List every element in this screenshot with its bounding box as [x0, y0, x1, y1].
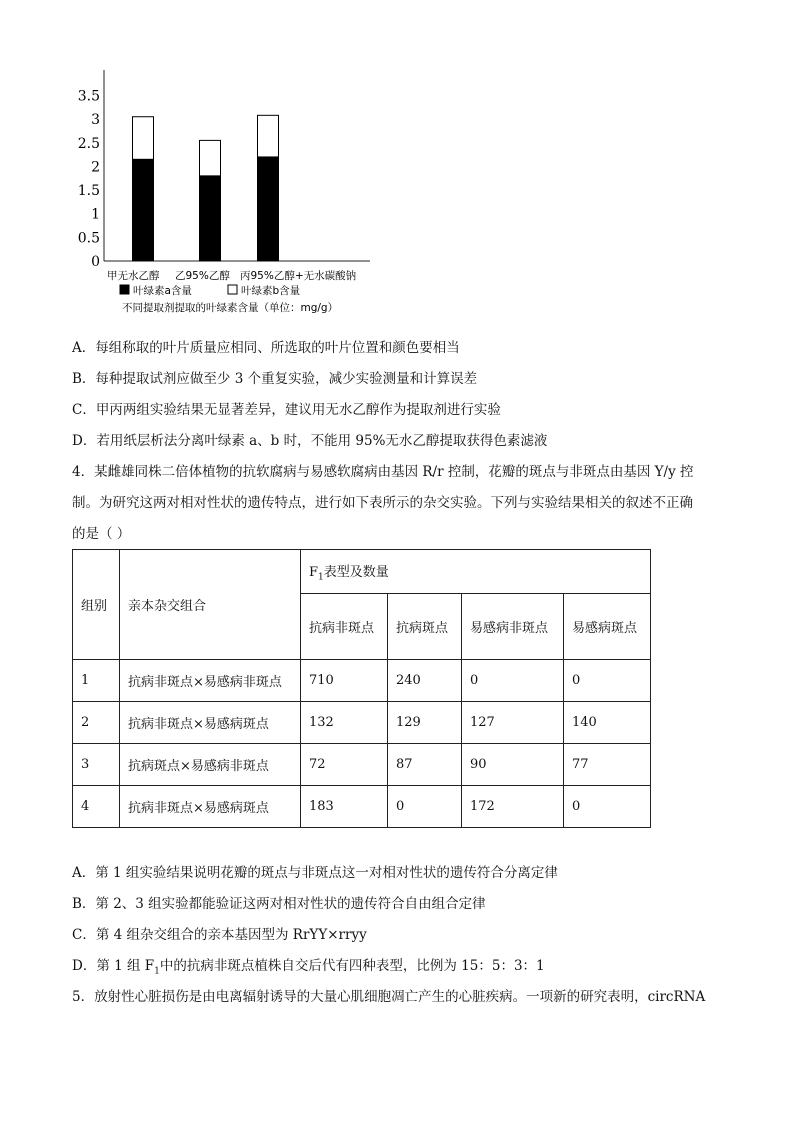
chlorophyll-bar-chart: [70, 60, 390, 320]
x-category-label: 甲无水乙醇: [107, 270, 160, 282]
q3-option-a: A．每组称取的叶片质量应相同、所选取的叶片位置和颜色要相当: [72, 340, 460, 356]
cell-count: 0: [564, 660, 651, 702]
cell-count: 72: [301, 744, 388, 786]
y-tick-label: 3: [91, 112, 100, 129]
y-tick-label: 2: [91, 159, 100, 176]
bar-chlorophyll-a: [258, 157, 279, 261]
q4-option-d: D．第 1 组 $F_1$中的抗病非斑点植株自交后代有四种表型，比例为 15：5：3：1: [72, 958, 545, 977]
q4-stem-line-3: 的是（ ）: [72, 526, 131, 542]
cell-count: 710: [301, 660, 388, 702]
q4-option-c: C．第 4 组杂交组合的亲本基因型为 RrYY×rryy: [72, 927, 367, 943]
q3-option-b: B．每种提取试剂应做至少 3 个重复实验，减少实验测量和计算误差: [72, 371, 478, 387]
chart-caption: 不同提取剂提取的叶绿素含量（单位：mg/g）: [122, 302, 339, 314]
cell-group: 3: [73, 744, 120, 786]
cell-count: 87: [388, 744, 462, 786]
cell-count: 0: [388, 786, 462, 828]
bar-chlorophyll-b: [258, 115, 279, 157]
cell-cross: 抗病非斑点×易感病非斑点: [120, 660, 301, 702]
cell-count: 240: [388, 660, 462, 702]
bar-chlorophyll-b: [133, 117, 154, 160]
header-phenotype-2: 抗病斑点: [388, 594, 462, 660]
q4-option-b: B．第 2、3 组实验都能验证这两对相对性状的遗传符合自由组合定律: [72, 896, 486, 912]
q4-stem-line-2: 制。为研究这两对相对性状的遗传特点，进行如下表所示的杂交实验。下列与实验结果相关的叙述不正确: [72, 495, 693, 511]
q3-option-d: D．若用纸层析法分离叶绿素 a、b 时，不能用 95%无水乙醇提取获得色素滤液: [72, 433, 548, 449]
cell-count: 0: [462, 660, 564, 702]
y-tick-label: 2.5: [77, 135, 100, 152]
y-tick-labels: [78, 88, 100, 270]
chart-bars: [133, 115, 279, 261]
cell-group: 2: [73, 702, 120, 744]
y-tick-label: 1: [91, 206, 100, 223]
table-row: [73, 744, 651, 786]
q4-stem-line-1: 4．某雌雄同株二倍体植物的抗软腐病与易感软腐病由基因 R/r 控制，花瓣的斑点与非斑点由基因 Y/y 控: [72, 464, 694, 480]
bar-chlorophyll-b: [200, 140, 221, 175]
table-row: [73, 786, 651, 828]
header-group: 组别: [73, 550, 120, 660]
legend-label: 叶绿素b含量: [241, 285, 301, 297]
legend-swatch: [120, 285, 129, 294]
cell-count: 172: [462, 786, 564, 828]
bar-chlorophyll-a: [200, 176, 221, 261]
table-row: [73, 660, 651, 702]
x-category-labels: [107, 269, 357, 282]
q5-stem-line-1: 5．放射性心脏损伤是由电离辐射诱导的大量心肌细胞凋亡产生的心脏疾病。一项新的研究表明，circRNA: [72, 989, 706, 1005]
y-tick-label: 0.5: [77, 230, 100, 247]
y-tick-label: 0: [91, 254, 100, 270]
chart-legend: [120, 284, 300, 297]
cell-cross: 抗病斑点×易感病非斑点: [120, 744, 301, 786]
bar-chlorophyll-a: [133, 159, 154, 261]
q4-option-a: A．第 1 组实验结果说明花瓣的斑点与非斑点这一对相对性状的遗传符合分离定律: [72, 865, 558, 881]
q3-option-c: C．甲丙两组实验结果无显著差异，建议用无水乙醇作为提取剂进行实验: [72, 402, 501, 418]
y-tick-label: 1.5: [77, 183, 100, 200]
cell-group: 4: [73, 786, 120, 828]
legend-label: 叶绿素a含量: [133, 285, 192, 297]
x-category-label: 丙95%乙醇+无水碳酸钠: [240, 270, 357, 282]
cell-group: 1: [73, 660, 120, 702]
header-cross: 亲本杂交组合: [120, 550, 301, 660]
cell-cross: 抗病非斑点×易感病斑点: [120, 786, 301, 828]
cell-cross: 抗病非斑点×易感病斑点: [120, 702, 301, 744]
header-f1: $F_1$表型及数量: [301, 550, 651, 594]
header-phenotype-4: 易感病斑点: [564, 594, 651, 660]
cell-count: 140: [564, 702, 651, 744]
cell-count: 90: [462, 744, 564, 786]
cell-count: 127: [462, 702, 564, 744]
header-phenotype-3: 易感病非斑点: [462, 594, 564, 660]
cell-count: 132: [301, 702, 388, 744]
cell-count: 183: [301, 786, 388, 828]
cell-count: 77: [564, 744, 651, 786]
y-tick-label: 3.5: [77, 88, 100, 105]
table-row: [73, 702, 651, 744]
legend-swatch: [228, 285, 237, 294]
cross-experiment-table: [72, 549, 651, 828]
header-phenotype-1: 抗病非斑点: [301, 594, 388, 660]
x-category-label: 乙95%乙醇: [175, 270, 230, 282]
cell-count: 129: [388, 702, 462, 744]
cell-count: 0: [564, 786, 651, 828]
